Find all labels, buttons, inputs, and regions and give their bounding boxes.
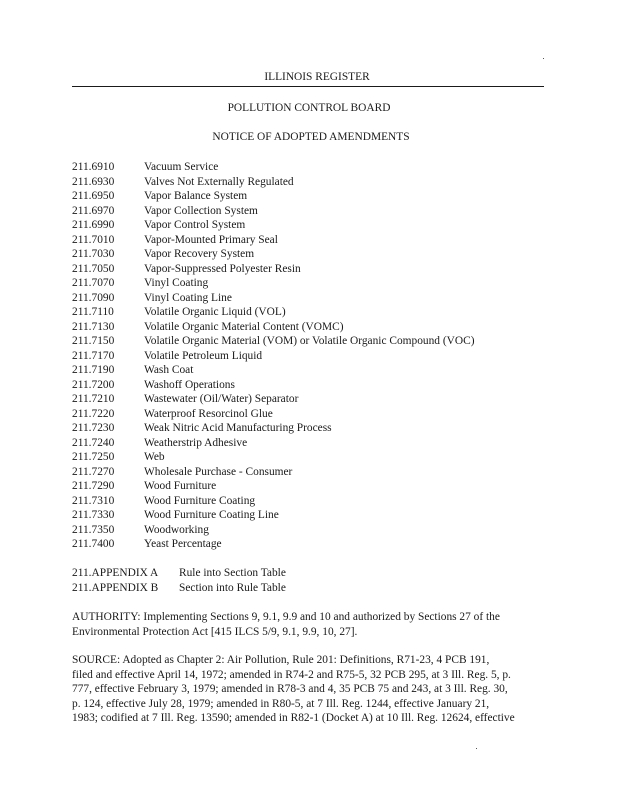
section-title: Weak Nitric Acid Manufacturing Process xyxy=(144,422,332,434)
notice-title: NOTICE OF ADOPTED AMENDMENTS xyxy=(212,131,410,143)
section-number: 211.7110 xyxy=(72,306,114,318)
appendix-number: 211.APPENDIX B xyxy=(72,581,159,594)
appendix-title: Section into Rule Table xyxy=(179,581,286,594)
section-row xyxy=(72,276,474,291)
section-title: Volatile Petroleum Liquid xyxy=(144,349,263,362)
section-number: 211.7310 xyxy=(72,494,115,507)
section-number: 211.7400 xyxy=(72,538,115,550)
source-paragraph xyxy=(72,653,546,726)
section-row xyxy=(72,160,474,175)
section-title: Woodworking xyxy=(144,523,209,536)
section-row xyxy=(72,189,474,204)
section-title: Waterproof Resorcinol Glue xyxy=(144,407,273,420)
section-title: Vapor Recovery System xyxy=(144,248,255,260)
section-row xyxy=(72,320,474,335)
section-title: Vapor-Suppressed Polyester Resin xyxy=(144,262,301,275)
section-row xyxy=(72,334,474,349)
scan-speck xyxy=(476,748,477,749)
section-row xyxy=(72,508,474,523)
appendix-number: 211.APPENDIX A xyxy=(72,567,159,579)
section-row xyxy=(72,291,474,306)
section-row xyxy=(72,175,474,190)
source-line: 777, effective February 3, 1979; amended in R78-3 and 4, 35 PCB 75 and 243, at 3 Ill. Reg. 30, xyxy=(72,683,508,696)
section-title: Vacuum Service xyxy=(144,161,219,173)
source-line: SOURCE: Adopted as Chapter 2: Air Pollution, Rule 201: Definitions, R71-23, 4 PCB 191, xyxy=(72,654,490,666)
section-number: 211.7070 xyxy=(72,277,115,289)
appendix-list xyxy=(72,566,286,595)
section-title: Vinyl Coating Line xyxy=(144,291,232,304)
section-number: 211.7090 xyxy=(72,291,115,304)
section-title: Weatherstrip Adhesive xyxy=(144,436,248,449)
section-number: 211.7130 xyxy=(72,320,115,333)
section-row xyxy=(72,523,474,538)
section-number: 211.7050 xyxy=(72,262,115,275)
section-row xyxy=(72,479,474,494)
section-title: Vapor Control System xyxy=(144,219,246,231)
section-row xyxy=(72,378,474,393)
section-number: 211.7200 xyxy=(72,378,115,391)
appendix-row xyxy=(72,581,286,596)
register-title: ILLINOIS REGISTER xyxy=(264,71,370,83)
section-row xyxy=(72,465,474,480)
section-number: 211.7290 xyxy=(72,480,115,492)
section-title: Web xyxy=(144,451,165,463)
section-title: Valves Not Externally Regulated xyxy=(144,175,294,188)
section-number: 211.6970 xyxy=(72,204,115,217)
section-number: 211.7010 xyxy=(72,233,115,246)
section-row xyxy=(72,349,474,364)
section-title: Wash Coat xyxy=(144,364,194,376)
section-number: 211.6950 xyxy=(72,190,115,202)
section-row xyxy=(72,204,474,219)
section-row xyxy=(72,421,474,436)
section-title: Wood Furniture Coating xyxy=(144,494,256,507)
section-number: 211.7240 xyxy=(72,436,115,449)
section-row xyxy=(72,450,474,465)
section-row xyxy=(72,305,474,320)
section-row xyxy=(72,494,474,509)
source-line: p. 124, effective July 28, 1979; amended in R80-5, at 7 Ill. Reg. 1244, effective January 21, xyxy=(72,697,490,710)
section-row xyxy=(72,363,474,378)
section-row xyxy=(72,247,474,262)
section-number: 211.6990 xyxy=(72,219,115,231)
authority-line: AUTHORITY: Implementing Sections 9, 9.1, 9.9 and 10 and authorized by Sections 27 of the xyxy=(72,611,500,623)
section-title: Wastewater (Oil/Water) Separator xyxy=(144,393,299,405)
section-title: Yeast Percentage xyxy=(144,538,222,550)
section-row xyxy=(72,537,474,552)
section-title: Volatile Organic Material (VOM) or Volatile Organic Compound (VOC) xyxy=(144,335,475,347)
section-number: 211.7220 xyxy=(72,407,115,420)
scan-speck xyxy=(543,58,544,59)
section-number: 211.7330 xyxy=(72,509,115,521)
header-rule xyxy=(72,86,544,87)
section-title: Volatile Organic Liquid (VOL) xyxy=(144,306,286,318)
section-row xyxy=(72,218,474,233)
section-row xyxy=(72,262,474,277)
section-row xyxy=(72,233,474,248)
section-title: Wood Furniture Coating Line xyxy=(144,509,279,521)
section-title: Wholesale Purchase - Consumer xyxy=(144,465,293,478)
section-number: 211.6930 xyxy=(72,175,115,188)
source-line: filed and effective April 14, 1972; amended in R74-2 and R75-5, 32 PCB 295, at 3 Ill. Reg. 5, p. xyxy=(72,668,511,681)
section-number: 211.7190 xyxy=(72,364,115,376)
section-title: Washoff Operations xyxy=(144,378,235,391)
section-number: 211.7230 xyxy=(72,422,115,434)
section-title: Wood Furniture xyxy=(144,480,217,492)
appendix-title: Rule into Section Table xyxy=(179,567,286,579)
authority-paragraph xyxy=(72,610,546,639)
section-title: Vinyl Coating xyxy=(144,277,209,289)
section-number: 211.7350 xyxy=(72,523,115,536)
authority-line: Environmental Protection Act [415 ILCS 5/9, 9.1, 9.9, 10, 27]. xyxy=(72,625,358,638)
section-row xyxy=(72,436,474,451)
section-list xyxy=(72,160,474,552)
section-title: Vapor Balance System xyxy=(144,190,248,202)
section-number: 211.7150 xyxy=(72,335,115,347)
section-row xyxy=(72,392,474,407)
board-title: POLLUTION CONTROL BOARD xyxy=(227,102,391,114)
appendix-row xyxy=(72,566,286,581)
section-number: 211.7250 xyxy=(72,451,115,463)
section-number: 211.7210 xyxy=(72,393,115,405)
section-title: Volatile Organic Material Content (VOMC) xyxy=(144,320,344,333)
section-row xyxy=(72,407,474,422)
section-number: 211.7170 xyxy=(72,349,115,362)
section-number: 211.7270 xyxy=(72,465,115,478)
section-number: 211.6910 xyxy=(72,161,115,173)
section-number: 211.7030 xyxy=(72,248,115,260)
source-line: 1983; codified at 7 Ill. Reg. 13590; amended in R82-1 (Docket A) at 10 Ill. Reg. 12624, effective xyxy=(72,712,515,725)
section-title: Vapor-Mounted Primary Seal xyxy=(144,233,278,246)
section-title: Vapor Collection System xyxy=(144,204,258,217)
